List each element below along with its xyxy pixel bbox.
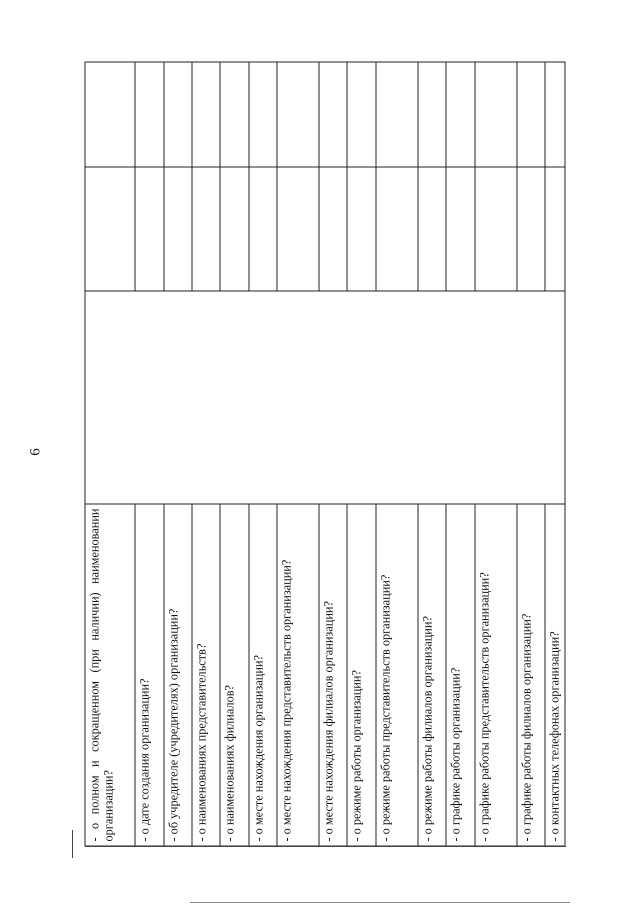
criterion-cell: - о дате создания организации? xyxy=(135,504,163,846)
empty-cell xyxy=(85,167,135,291)
empty-cell xyxy=(347,62,375,167)
empty-cell xyxy=(418,167,446,291)
criteria-grid xyxy=(85,62,566,847)
empty-cell xyxy=(192,62,220,167)
empty-cell xyxy=(446,62,474,167)
empty-cell xyxy=(545,62,565,167)
empty-cell xyxy=(446,167,474,291)
criterion-cell: - о месте нахождения представительств организации? xyxy=(277,504,319,846)
criterion-cell: - о месте нахождения организации? xyxy=(249,504,277,846)
scan-bottom-line xyxy=(190,902,570,903)
criterion-cell: - о контактных телефонах организации? xyxy=(545,504,565,846)
empty-cell xyxy=(249,62,277,167)
empty-cell xyxy=(319,167,347,291)
criterion-cell: - о полном и сокращенном (при наличии) наименовании организации? xyxy=(85,504,135,846)
empty-cell xyxy=(517,167,545,291)
criterion-cell: - о режиме работы организации? xyxy=(347,504,375,846)
scan-edge-line xyxy=(85,846,566,847)
merged-cell xyxy=(85,291,565,504)
criterion-cell: - о графике работы организации? xyxy=(446,504,474,846)
empty-cell xyxy=(164,167,192,291)
empty-cell xyxy=(85,62,135,167)
empty-cell xyxy=(135,167,163,291)
criterion-cell: - об учредителе (учредителях) организации? xyxy=(164,504,192,846)
empty-cell xyxy=(418,62,446,167)
empty-cell xyxy=(192,167,220,291)
empty-cell xyxy=(376,62,418,167)
empty-cell xyxy=(220,62,248,167)
empty-cell xyxy=(220,167,248,291)
empty-cell xyxy=(277,62,319,167)
empty-cell xyxy=(475,62,517,167)
empty-cell xyxy=(347,167,375,291)
criterion-cell: - о графике работы филиалов организации? xyxy=(517,504,545,846)
criterion-cell: - о режиме работы представительств организации? xyxy=(376,504,418,846)
empty-cell xyxy=(249,167,277,291)
table-row xyxy=(85,62,135,846)
empty-cell xyxy=(135,62,163,167)
empty-cell xyxy=(319,62,347,167)
scan-edge-line xyxy=(72,830,73,858)
empty-cell xyxy=(277,167,319,291)
criterion-cell: - о графике работы представительств организации? xyxy=(475,504,517,846)
empty-cell xyxy=(376,167,418,291)
criterion-cell: - о месте нахождения филиалов организации? xyxy=(319,504,347,846)
empty-cell xyxy=(517,62,545,167)
empty-cell xyxy=(475,167,517,291)
criterion-cell: - о наименованиях представительств? xyxy=(192,504,220,846)
criterion-cell: - о режиме работы филиалов организации? xyxy=(418,504,446,846)
criteria-table xyxy=(85,62,566,846)
empty-cell xyxy=(164,62,192,167)
empty-cell xyxy=(545,167,565,291)
criterion-cell: - о наименованиях филиалов? xyxy=(220,504,248,846)
page-number: 6 xyxy=(27,448,44,456)
